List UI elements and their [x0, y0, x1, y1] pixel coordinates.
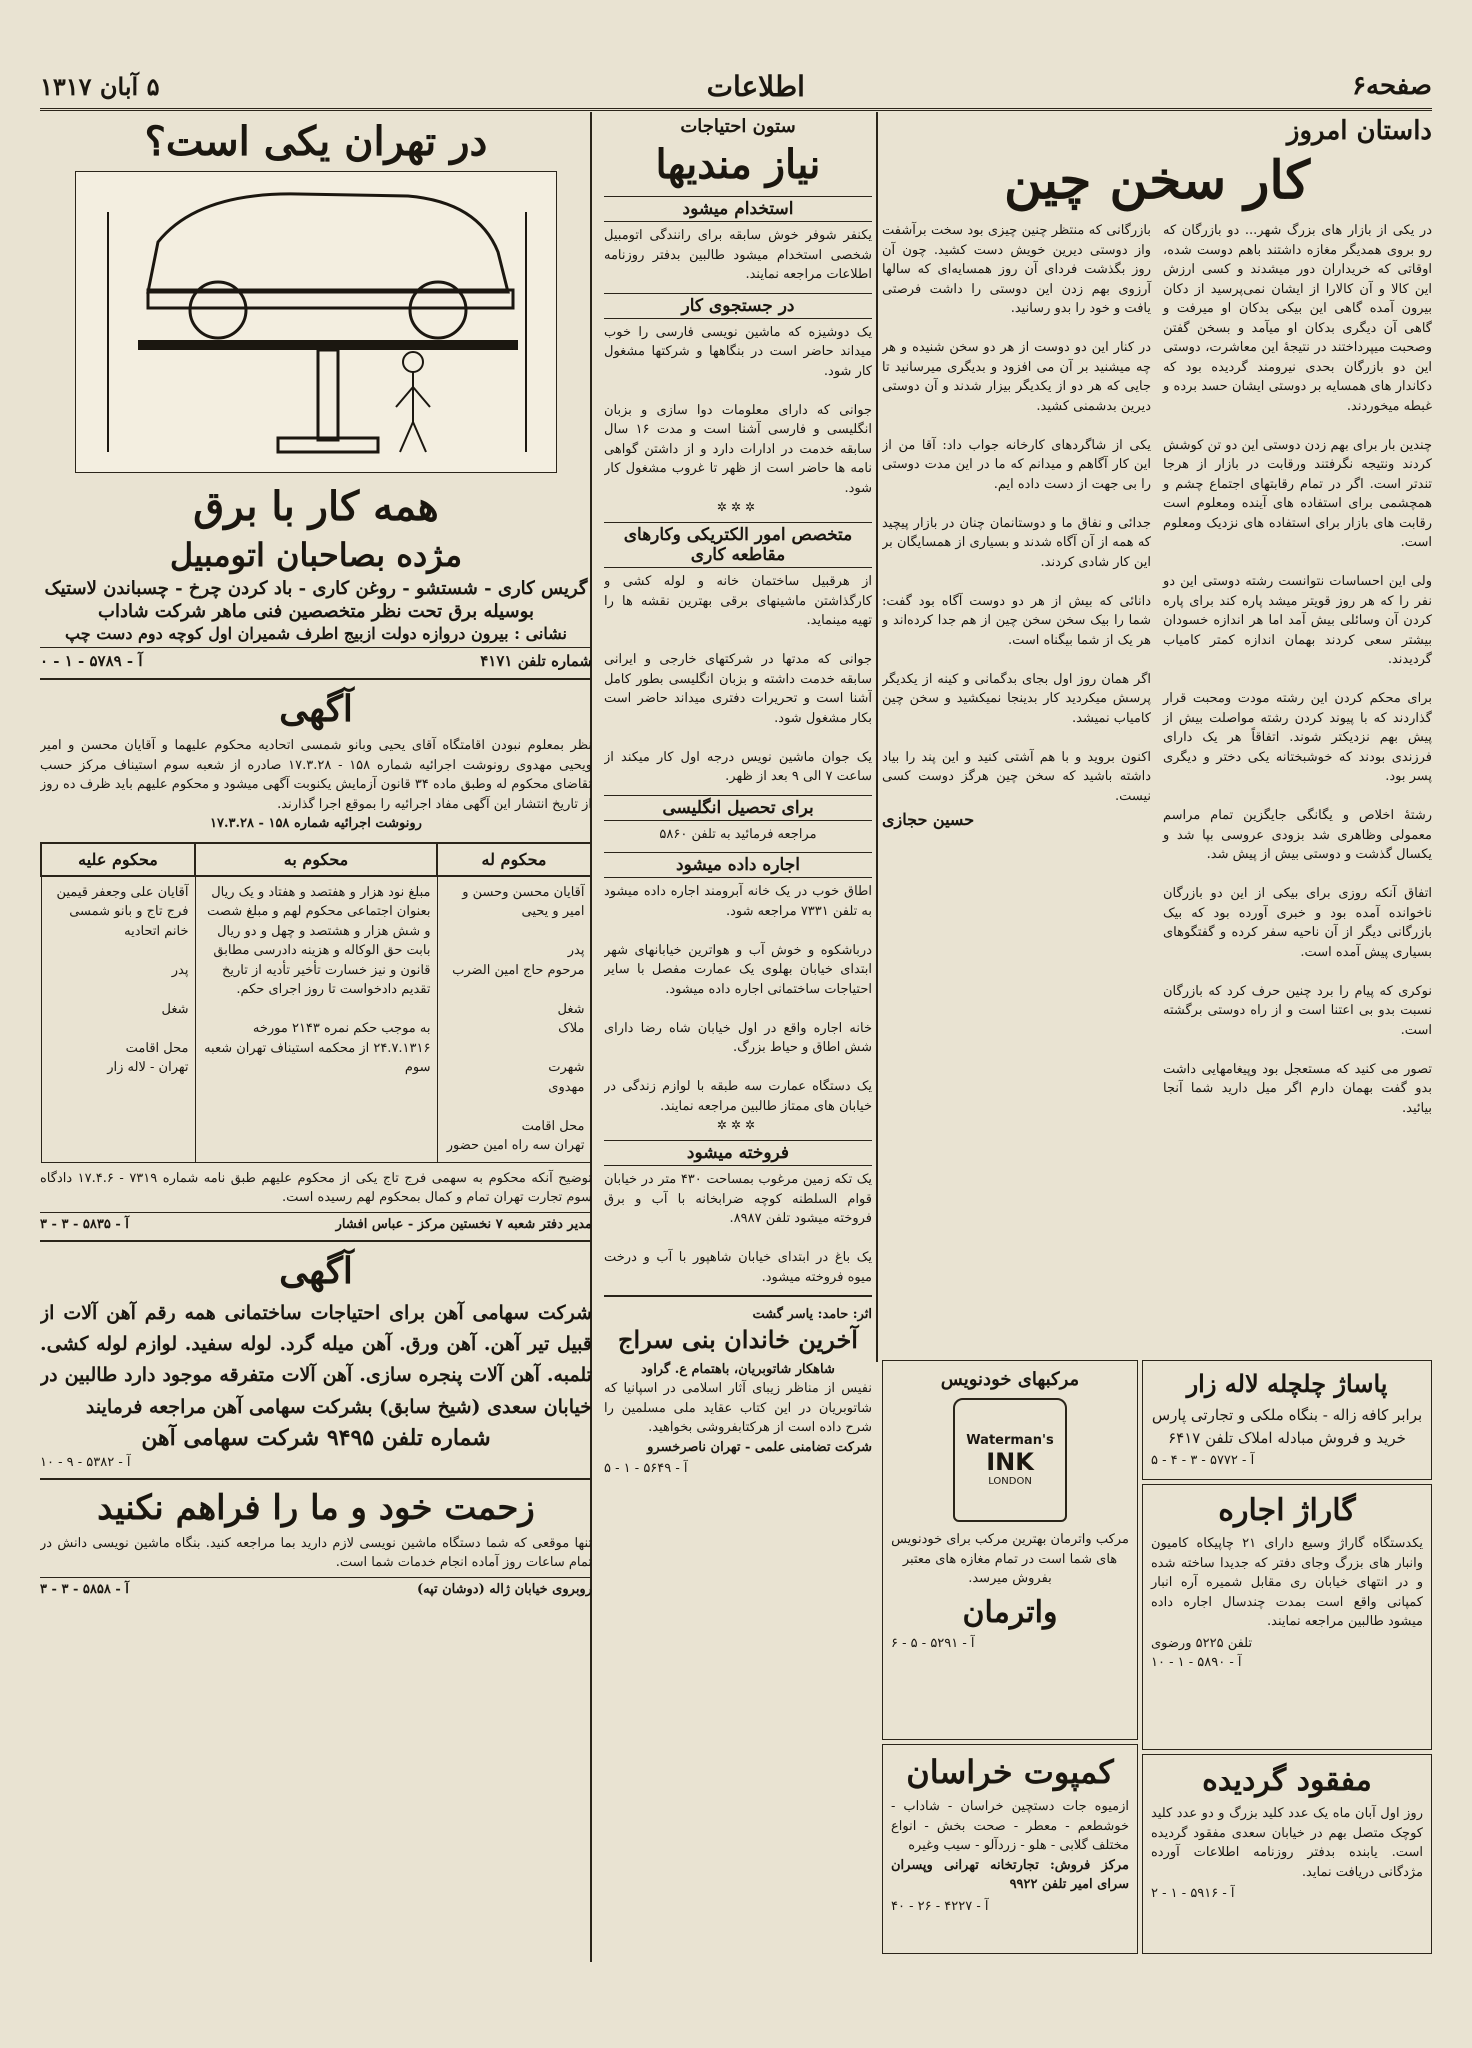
- ad-lost-title: مفقود گردیده: [1202, 1763, 1372, 1798]
- column-rule-right: [876, 112, 878, 1362]
- right-ads: [882, 1360, 1432, 1960]
- section-rent-head: اجاره داده میشود: [604, 852, 872, 878]
- section-hiring-text: یکنفر شوفر خوش سابقه برای رانندگی اتومبیل شخصی استخدام میشود طالبین بدفتر روزنامه اطلاعات مراجعه نمایند.: [604, 228, 872, 282]
- car-ad-footer: [40, 647, 592, 670]
- iron-ad-title: آگهی: [279, 1249, 353, 1292]
- ad-ink-code: آ - ۵۲۹۱ - ۵ - ۶: [891, 1635, 975, 1651]
- court-table-code: آ - ۵۸۳۵ - ۳ - ۳: [40, 1216, 129, 1232]
- notice-signature: رونوشت اجرائیه شماره ۱۵۸ - ۱۷.۳.۲۸: [210, 816, 422, 831]
- divider: [40, 1240, 592, 1242]
- ink-label: INK: [986, 1448, 1034, 1476]
- car-ad-headline: در تهران یکی است؟: [144, 118, 488, 165]
- notice-title: آگهی: [279, 688, 353, 730]
- iron-ad-phone: شماره تلفن ۹۴۹۵ شرکت سهامی آهن: [141, 1424, 491, 1451]
- classifieds-column-head: ستون احتیاجات: [680, 116, 796, 137]
- court-table-header: محکوم علیه: [41, 843, 195, 876]
- ad-ink-body: مرکب واترمان بهترین مرکب برای خودنویس های شما است در تمام مغازه های معتبر بفروش میرسد.: [891, 1532, 1129, 1586]
- ad-ink-title: مرکبهای خودنویس: [940, 1369, 1080, 1390]
- section-seeking-head: در جستجوی کار: [604, 293, 872, 319]
- classifieds-column: [604, 116, 872, 1964]
- section-english-head: برای تحصیل انگلیسی: [604, 795, 872, 821]
- iron-ad-body: شرکت سهامی آهن برای احتیاجات ساختمانی همه رقم آهن آلات از قبیل تیر آهن. آهن ورق. آهن میله گرد. لوله سفید. لوازم لوله کشی. تلمبه. آهن آلات پنجره سازی. آهن آلات متفرقه موجود دارد طالبین در خیابان سعدی (شیخ سابق) بشرکت سهامی آهن مراجعه فرمایند: [40, 1301, 592, 1418]
- ad-compote: [882, 1744, 1138, 1954]
- book-code: آ - ۵۶۴۹ - ۱ - ۵: [604, 1461, 688, 1476]
- court-table-footer: [40, 1212, 592, 1232]
- divider: [604, 1295, 872, 1297]
- car-ad-services: گریس کاری - شستشو - روغن کاری - باد کردن چرخ - چسباندن لاستیک: [44, 578, 588, 599]
- ad-pasazh: [1142, 1360, 1432, 1480]
- court-table: [40, 842, 592, 1163]
- typing-ad-body: تنها موقعی که شما دستگاه ماشین نویسی لازم دارید بما مراجعه کنید. بنگاه ماشین نویسی دانش در تمام ساعات روز آماده انجام خدمات شما است.: [40, 1535, 592, 1571]
- ad-garage-phone: تلفن ۵۲۲۵ ورضوی: [1151, 1635, 1253, 1651]
- section-sale-head: فروخته میشود: [604, 1140, 872, 1166]
- car-ad-address: نشانی : بیرون دروازه دولت ازبیج اطرف شمیران اول کوچه دوم دست چپ: [65, 624, 567, 643]
- ink-bottle-icon: [953, 1398, 1067, 1522]
- section-sale-text: یک تکه زمین مرغوب بمساحت ۴۳۰ متر در خیابان قوام السلطنه کوچه ضرابخانه با آب و برق فروخته میشود تلفن ۸۹۸۷. یک باغ در ابتدای خیابان شاهپور با آب و درخت میوه فروخته میشود.: [604, 1172, 872, 1285]
- iron-ad-code: آ - ۵۳۸۲ - ۹ - ۱۰: [40, 1454, 131, 1470]
- story-text-col1: در یکی از بازار های بزرگ شهر... دو بازرگان که رو بروی همدیگر مغازه داشتند باهم دوست شده، اوقاتی که خریداران دور میشدند و کسی ارزش این کالا و آن کالارا از ایشان نمی‌پرسید از دکان بیرون آمده گاهی این بیکی بدکان او میرفت و گاهی آن دیگری بدکان او میآمد و بسخن گفتن وصحبت میپرداختند در نتیجهٔ این معاشرت، دوستی این دو بازرگان بحدی نیرومند گردیده بود که دکاندار های همسایه بر دوستی ایشان حسد برده و غبطه میخوردند. چندین بار برای بهم زدن دوستی این دو تن کوشش کردند ونتیجه نگرفتند ورقابت در بازار از هرجا تندتر است. اگر در تمام رقابتهای اجتماع چشم و همچشمی برای استفاده های آینده ومعلوم است رقابت های بازار برای استفاده های نزدیک ومعلوم است. ولی این احساسات نتوانست رشته دوستی این دو نفر را که هر روز قویتر میشد پاره کند برای پاره کردن آن وسائلی بیش آمد اما هر اندازه خسودان بیشتر سعی کردند بهمان اندازه کمتر کامیاب گردیدند. برای محکم کردن این رشته مودت ومحبت قرار گذاردند که با پیوند کردن رشته مواصلت بیش از پیش بهم نزدیکتر شوند. اتفاقاً هر یک دارای فرزندی بودند که خوشبختانه یکی دختر و دیگری پسر بود. رشتهٔ اخلاص و یگانگی جایگزین تمام مراسم معمولی وظاهری شد بزودی عروسی بپا شد و یکسال گذشت و دوستی بیش از پیش شد. اتفاق آنکه روزی برای بیکی از این دو بازرگان ناخوانده آمده بود و خبری آورده بود که بیک بازرگانی دیگر از آن ناحیه سفر کرده و گفتگوهای بسیاری پیش آمده است. نوکری که پیام را برد چنین حرف کرد که بازرگان نسبت بدو بی اعتنا است و از راه دوستی برگشته است. تصور می کنید که مستعجل بود وپیغامهایی داشت بدو گفت بهمان دارم اگر میل دارید شما آنجا بیائید.: [1163, 223, 1432, 1116]
- car-ad-caption: همه کار با برق: [193, 483, 439, 530]
- classifieds-title: نیاز مندیها: [655, 141, 821, 188]
- divider: [40, 1478, 592, 1480]
- ad-garage: [1142, 1484, 1432, 1750]
- story-text-col2: بازرگانی که منتظر چنین چیزی بود سخت برآشفت واز دوستی دیرین خویش دست کشید. چون آن روز بگذشت فردای آن روز همسایه‌ای که سالها آرزوی بهم زدن این دوستی را داشت فرصتی یافت و خود را بدو رسانید. در کنار این دو دوست از هر دو سخن شنیده و هر چه میشنید بر آن می افزود و بدیگری میرسانید تا جایی که هر دو از یکدیگر بیزار شدند و آن دوستی دیرین بدشمنی کشید. یکی از شاگردهای کارخانه جواب داد: آقا من از این کار آگاهم و میدانم که ما در این مدت دوستی را بی جهت از دست داده ایم. جدائی و نفاق ما و دوستانمان چنان در بازار پیچید که همه از آن آگاه شدند و بسیاری از همسایگان بر این کار شادی کردند. دانائی که بیش از هر دو دوست آگاه بود گفت: شما را بیک سخن سخن چین از هم جدا کرده‌اند و هر یک از شما بیگناه است. اگر همان روز اول بجای بدگمانی و کینه از یکدیگر پرسش میکردید کار بدینجا نمیکشید و سخن چین کامیاب نمیشد. اکنون بروید و با هم آشتی کنید و این پند را بیاد داشته باشید که سخن چین هرگز دوست کسی نیست.: [882, 223, 1151, 804]
- left-column: [40, 116, 592, 1966]
- car-ad-code: آ - ۵۷۸۹ - ۱ - ۰: [40, 652, 143, 670]
- ad-pasazh-body: برابر کافه زاله - بنگاه ملکی و تجارتی پارس خرید و فروش مبادله املاک تلفن ۶۴۱۷: [1151, 1406, 1423, 1447]
- story-byline: حسین حجازی: [882, 810, 975, 829]
- typing-ad-footer: [40, 1577, 592, 1597]
- story-column: [882, 116, 1432, 1356]
- typing-ad-code: آ - ۵۸۵۸ - ۳ - ۳: [40, 1581, 129, 1597]
- section-hiring-head: استخدام میشود: [604, 196, 872, 222]
- court-table-note: توضیح آنکه محکوم به سهمی فرج تاج یکی از محکوم علیهم طبق نامه شماره ۷۳۱۹ - ۱۷.۴.۶ دادگاه سوم تجارت تهران تمام و کمال بمحکوم لهم رسیده است.: [40, 1170, 592, 1205]
- divider: [40, 678, 592, 680]
- ad-compote-title: کمپوت خراسان: [906, 1753, 1114, 1791]
- ad-garage-title: گاراژ اجاره: [1218, 1493, 1356, 1528]
- ink-city: LONDON: [988, 1476, 1032, 1487]
- court-table-cell-defendant: آقایان علی وجعفر قیمین فرج تاج و بانو شمسی خانم اتحادیه پدر شغل محل اقامت تهران - لاله زار: [41, 876, 195, 1163]
- book-title: آخرین خاندان بنی سراج: [618, 1324, 858, 1354]
- newspaper-name: اطلاعات: [706, 69, 805, 103]
- car-ad-phone: شماره تلفن ۴۱۷۱: [480, 652, 592, 670]
- ad-ink-brand: واترمان: [962, 1594, 1058, 1630]
- ad-compote-sale: مرکز فروش: تجارتخانه تهرانی وپسران سرای امیر تلفن ۹۹۲۲: [891, 1857, 1129, 1892]
- page-header: [40, 64, 1432, 111]
- page-number: صفحه۶: [1352, 71, 1432, 101]
- section-electric-head: متخصص امور الکتریکی وکارهای مقاطعه کاری: [604, 522, 872, 568]
- issue-date: ۵ آبان ۱۳۱۷: [40, 71, 160, 101]
- ad-lost-body: روز اول آبان ماه یک عدد کلید بزرگ و دو عدد کلید کوچک متصل بهم در خیابان سعدی مفقود گردیده است. یابنده بدفتر روزنامه اطلاعات آورده مژدگانی دریافت نماید.: [1151, 1806, 1423, 1880]
- book-publisher: شرکت تضامنی علمی - تهران ناصرخسرو: [647, 1439, 872, 1455]
- divider-stars-icon: ✲✲✲: [716, 500, 760, 514]
- ad-garage-code: آ - ۵۸۹۰ - ۱ - ۱۰: [1151, 1654, 1242, 1670]
- notice-body: نظر بمعلوم نبودن اقامتگاه آقای یحیی وبانو شمسی اتحادیه محکوم علیهما و آقایان محسن و امیر ویحیی مهدوی رونوشت اجرائیه شماره ۱۵۸ - ۱۷.۳.۲۸ صادره از شعبه سوم استیناف مرکز حسب تقاضای محکوم له وطبق ماده ۳۴ قانون آزمایش یکنوبت آگهی میشود و محکوم علیهم باید ظرف ده روز از تاریخ انتشار این آگهی مفاد اجرائیه را بموقع اجرا گذارند.: [40, 738, 592, 812]
- section-rent-text: اطاق خوب در یک خانه آبرومند اجاره داده میشود به تلفن ۷۳۳۱ مراجعه شود. درباشکوه و خوش آب و هواترین خیابانهای شهر ابتدای خیابان بهلوی یک عمارت مفصل با سایر احتیاجات ساختمانی اجاره داده میشود. خانه اجاره واقع در اول خیابان شاه رضا دارای شش اطاق و حیاط بزرگ. یک دستگاه عمارت سه طبقه با لوازم زندگی در خیابان های ممتاز طالبین مراجعه نمایند.: [604, 884, 872, 1114]
- car-lift-illustration: [75, 171, 557, 473]
- ad-compote-code: آ - ۴۲۲۷ - ۲۶ - ۴۰: [891, 1898, 989, 1914]
- car-ad-line2: بوسیله برق تحت نظر متخصصین فنی ماهر شرکت شاداب: [98, 601, 534, 622]
- divider-stars-icon: ✲✲✲: [716, 1118, 760, 1132]
- book-subtitle: شاهکار شاتوبریان، باهتمام ع. گراود: [641, 1361, 835, 1377]
- court-table-signature: مدیر دفتر شعبه ۷ نخستین مرکز - عباس افشار: [335, 1216, 592, 1232]
- court-table-cell-plaintiff: آقایان محسن وحسن و امیر و یحیی پدر مرحوم حاج امین الضرب شغل ملاک شهرت مهدوی محل اقامت تهران سه راه امین حضور: [437, 876, 591, 1163]
- ad-compote-body: ازمیوه جات دستچین خراسان - شاداب - خوشطعم - معطر - صحت بخش - انواع مختلف گلابی - هلو - زردآلو - سیب وغیره: [891, 1799, 1129, 1853]
- ad-garage-body: یکدستگاه گاراژ وسیع دارای ۲۱ چاپیکاه کامیون وانبار های بزرگ وجای دفتر که جدیدا ساخته شده و در انتهای خیابان ری مقابل شمیره آره انبار کمپانی واقع است بمدت چندسال اجاره داده میشود طالبین مراجعه نمایند.: [1151, 1536, 1423, 1629]
- ink-brand-en: Waterman's: [966, 1433, 1054, 1448]
- ad-pasazh-code: آ - ۵۷۷۲ - ۳ - ۴ - ۵: [1151, 1453, 1255, 1468]
- ad-lost-code: آ - ۵۹۱۶ - ۱ - ۲: [1151, 1886, 1235, 1901]
- court-table-cell-judgment: مبلغ نود هزار و هفتصد و هفتاد و یک ریال بعنوان اجتماعی محکوم لهم و مبلغ شصت و شش هزار و هشتصد و چهل و دو ریال بابت حق الوکاله و هزینه دادرسی مطابق قانون و نیز خسارت تأخیر تأدیه از تاریخ تقدیم دادخواست تا روز اجرای حکم. به موجب حکم نمره ۲۱۴۳ مورخه ۲۴.۷.۱۳۱۶ از محکمه استیناف تهران شعبه سوم: [195, 876, 437, 1163]
- story-body: [882, 221, 1432, 1118]
- typing-ad-title: زحمت خود و ما را فراهم نکنید: [97, 1487, 535, 1528]
- section-seeking-text: یک دوشیزه که ماشین نویسی فارسی را خوب میداند حاضر است در بنگاهها و شرکتها مشغول کار شود. جوانی که دارای معلومات دوا سازی و بزبان انگلیسی و فارسی آشنا است و مدت ۱۶ سال سابقه خدمت در ادارات دارد و از داشتن گواهی نامه ها حاضر است از ظهر تا غروب مشغول کار شود.: [604, 324, 872, 496]
- ad-pasazh-title: پاساژ چلچله لاله زار: [1186, 1369, 1388, 1398]
- ad-lost: [1142, 1754, 1432, 1954]
- car-ad-sub: مژده بصاحبان اتومبیل: [169, 536, 463, 574]
- ad-waterman: [882, 1360, 1138, 1740]
- book-body: نفیس از مناظر زیبای آثار اسلامی در اسپانیا که شاتوبریان در این کتاب عقاید ملی مسلمین را شرح داده است از هرکتابفروشی بخواهید.: [604, 1381, 872, 1435]
- court-table-header: محکوم له: [437, 843, 591, 876]
- story-kicker: داستان امروز: [1286, 116, 1432, 146]
- book-credit: اثر: حامد: یاسر گشت: [752, 1307, 872, 1322]
- court-table-header: محکوم به: [195, 843, 437, 876]
- section-english-text: مراجعه فرمائید به تلفن ۵۸۶۰: [659, 826, 817, 842]
- section-electric-text: از هرقبیل ساختمان خانه و لوله کشی و کارگذاشتن ماشینهای برقی بهترین نقشه ها را تهیه مینماید. جوانی که مدتها در شرکتهای خارجی و ایرانی سابقه خدمت داشته و بزبان انگلیسی بطور کامل آشنا است و تحریرات دفتری میداند حاضر است بکار مشغول شود. یک جوان ماشین نویس درجه اول کار میکند از ساعت ۷ الی ۹ بعد از ظهر.: [604, 574, 872, 784]
- story-title: کار سخن چین: [1003, 150, 1311, 211]
- typing-ad-address: روبروی خیابان ژاله (دوشان تپه): [416, 1581, 592, 1597]
